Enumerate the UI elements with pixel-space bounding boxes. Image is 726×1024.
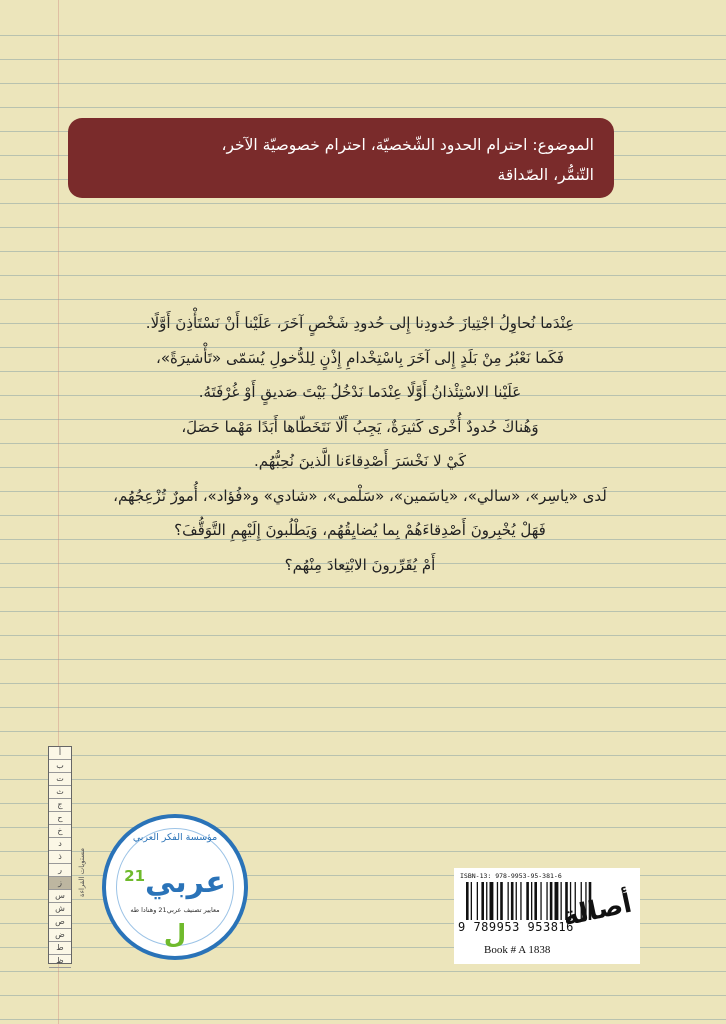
barcode-bar — [486, 882, 487, 920]
barcode-bar — [520, 882, 521, 920]
barcode-bar — [511, 882, 514, 920]
reading-level-cell: س — [49, 890, 71, 903]
blurb-line: عِنْدَما نُحاوِلُ اجْتِيازَ حُدودِنا إِلى حُدودِ شَخْصٍ آخَرَ، عَلَيْنا أَنْ نَسْتَأْذِنَ أَوَّلًا. — [145, 314, 575, 332]
reading-level-cell: ظ — [49, 955, 71, 968]
reading-level-cell: ش — [49, 903, 71, 916]
barcode-bar — [500, 882, 503, 920]
barcode-bar — [516, 882, 517, 920]
reading-level-cell: د — [49, 838, 71, 851]
badge-criteria-text: معايير تصنيف عربي21 وهنادا طه — [130, 906, 220, 914]
barcode-digits: 9 789953 953816 — [458, 920, 574, 934]
badge-org-name: مؤسسة الفكر العربي — [132, 832, 218, 843]
reading-level-cell: ز — [49, 877, 71, 890]
blurb-line: فَهَلْ يُخْبِرونَ أَصْدِقاءَهُمْ بِما يُضايِقُهُم، وَيَطْلُبونَ إِلَيْهِمِ التَّوَقُّفَ؟ — [174, 521, 546, 539]
blurb-line: كَيْ لا نَخْسَرَ أَصْدِقاءَنا الَّذينَ نُحِبُّهُم. — [253, 452, 467, 470]
barcode-bar — [497, 882, 498, 920]
reading-level-cell: أ — [49, 747, 71, 760]
publisher-logo: أصالة — [560, 888, 635, 933]
topic-line-1: الموضوع: احترام الحدود الشّخصيّة، احترام خصوصيّة الآخر، — [221, 136, 594, 154]
barcode-bar — [550, 882, 553, 920]
barcode-bar — [531, 882, 532, 920]
reading-level-cell: ذ — [49, 851, 71, 864]
reading-level-cell: خ — [49, 825, 71, 838]
reading-level-cell: ر — [49, 864, 71, 877]
isbn-label: ISBN-13: 978-9953-95-381-6 — [460, 872, 562, 880]
reading-level-cell: ط — [49, 942, 71, 955]
topic-banner — [68, 118, 614, 198]
reading-level-strip — [48, 746, 72, 964]
barcode-bar — [508, 882, 509, 920]
arabi21-logo — [106, 858, 244, 901]
book-number: Book # A 1838 — [484, 944, 551, 956]
barcode-bar — [471, 882, 472, 920]
back-cover-blurb — [80, 306, 640, 582]
arabi21-logo-text: عربي — [145, 865, 226, 900]
barcode-bar — [490, 882, 494, 920]
topic-line-2: التّنمُّر، الصّداقة — [497, 166, 594, 184]
barcode-bar — [534, 882, 537, 920]
reading-level-cell: ت — [49, 773, 71, 786]
reading-level-cell: ص — [49, 916, 71, 929]
reading-level-cell: ب — [49, 760, 71, 773]
barcode-bar — [477, 882, 478, 920]
reading-level-cell: ج — [49, 799, 71, 812]
reading-level-cell: ث — [49, 786, 71, 799]
blurb-line: عَلَيْنا الاسْتِئْذانُ أَوَّلًا عِنْدَما نَدْخُلُ بَيْتَ صَديقٍ أَوْ غُرْفَتَهُ. — [198, 383, 522, 401]
barcode-bar — [481, 882, 484, 920]
reading-level-cell: ض — [49, 929, 71, 942]
blurb-line: وَهُناكَ حُدودٌ أُخْرى كَثيرَةٌ، يَجِبُ أَلّا نَتَخَطّاها أَبَدًا مَهْما حَصَلَ، — [181, 417, 539, 436]
reading-level-strip-label: مستويات القراءة — [78, 847, 86, 897]
arabi21-logo-number: 21 — [124, 867, 146, 885]
blurb-line: فَكَما نَعْبُرُ مِنْ بَلَدٍ إِلى آخَرَ بِاسْتِخْدامِ إِذْنٍ لِلدُّخولِ يُسَمّى «تَأْشيرَةً»، — [156, 348, 564, 367]
arabi21-level-badge — [102, 814, 248, 960]
barcode-bar — [526, 882, 529, 920]
badge-level-letter: ل — [163, 920, 187, 950]
barcode-bar — [466, 882, 469, 920]
barcode-bar — [546, 882, 547, 920]
barcode-bar — [540, 882, 541, 920]
blurb-line: لَدى «ياسِر»، «سالي»، «ياسَمين»، «سَلْمى»، «شادي» و«فُؤاد»، أُمورٌ تُزْعِجُهُم، — [113, 486, 607, 505]
blurb-line: أَمْ يُقَرِّرونَ الابْتِعادَ مِنْهُم؟ — [284, 555, 436, 574]
reading-level-cell: ح — [49, 812, 71, 825]
